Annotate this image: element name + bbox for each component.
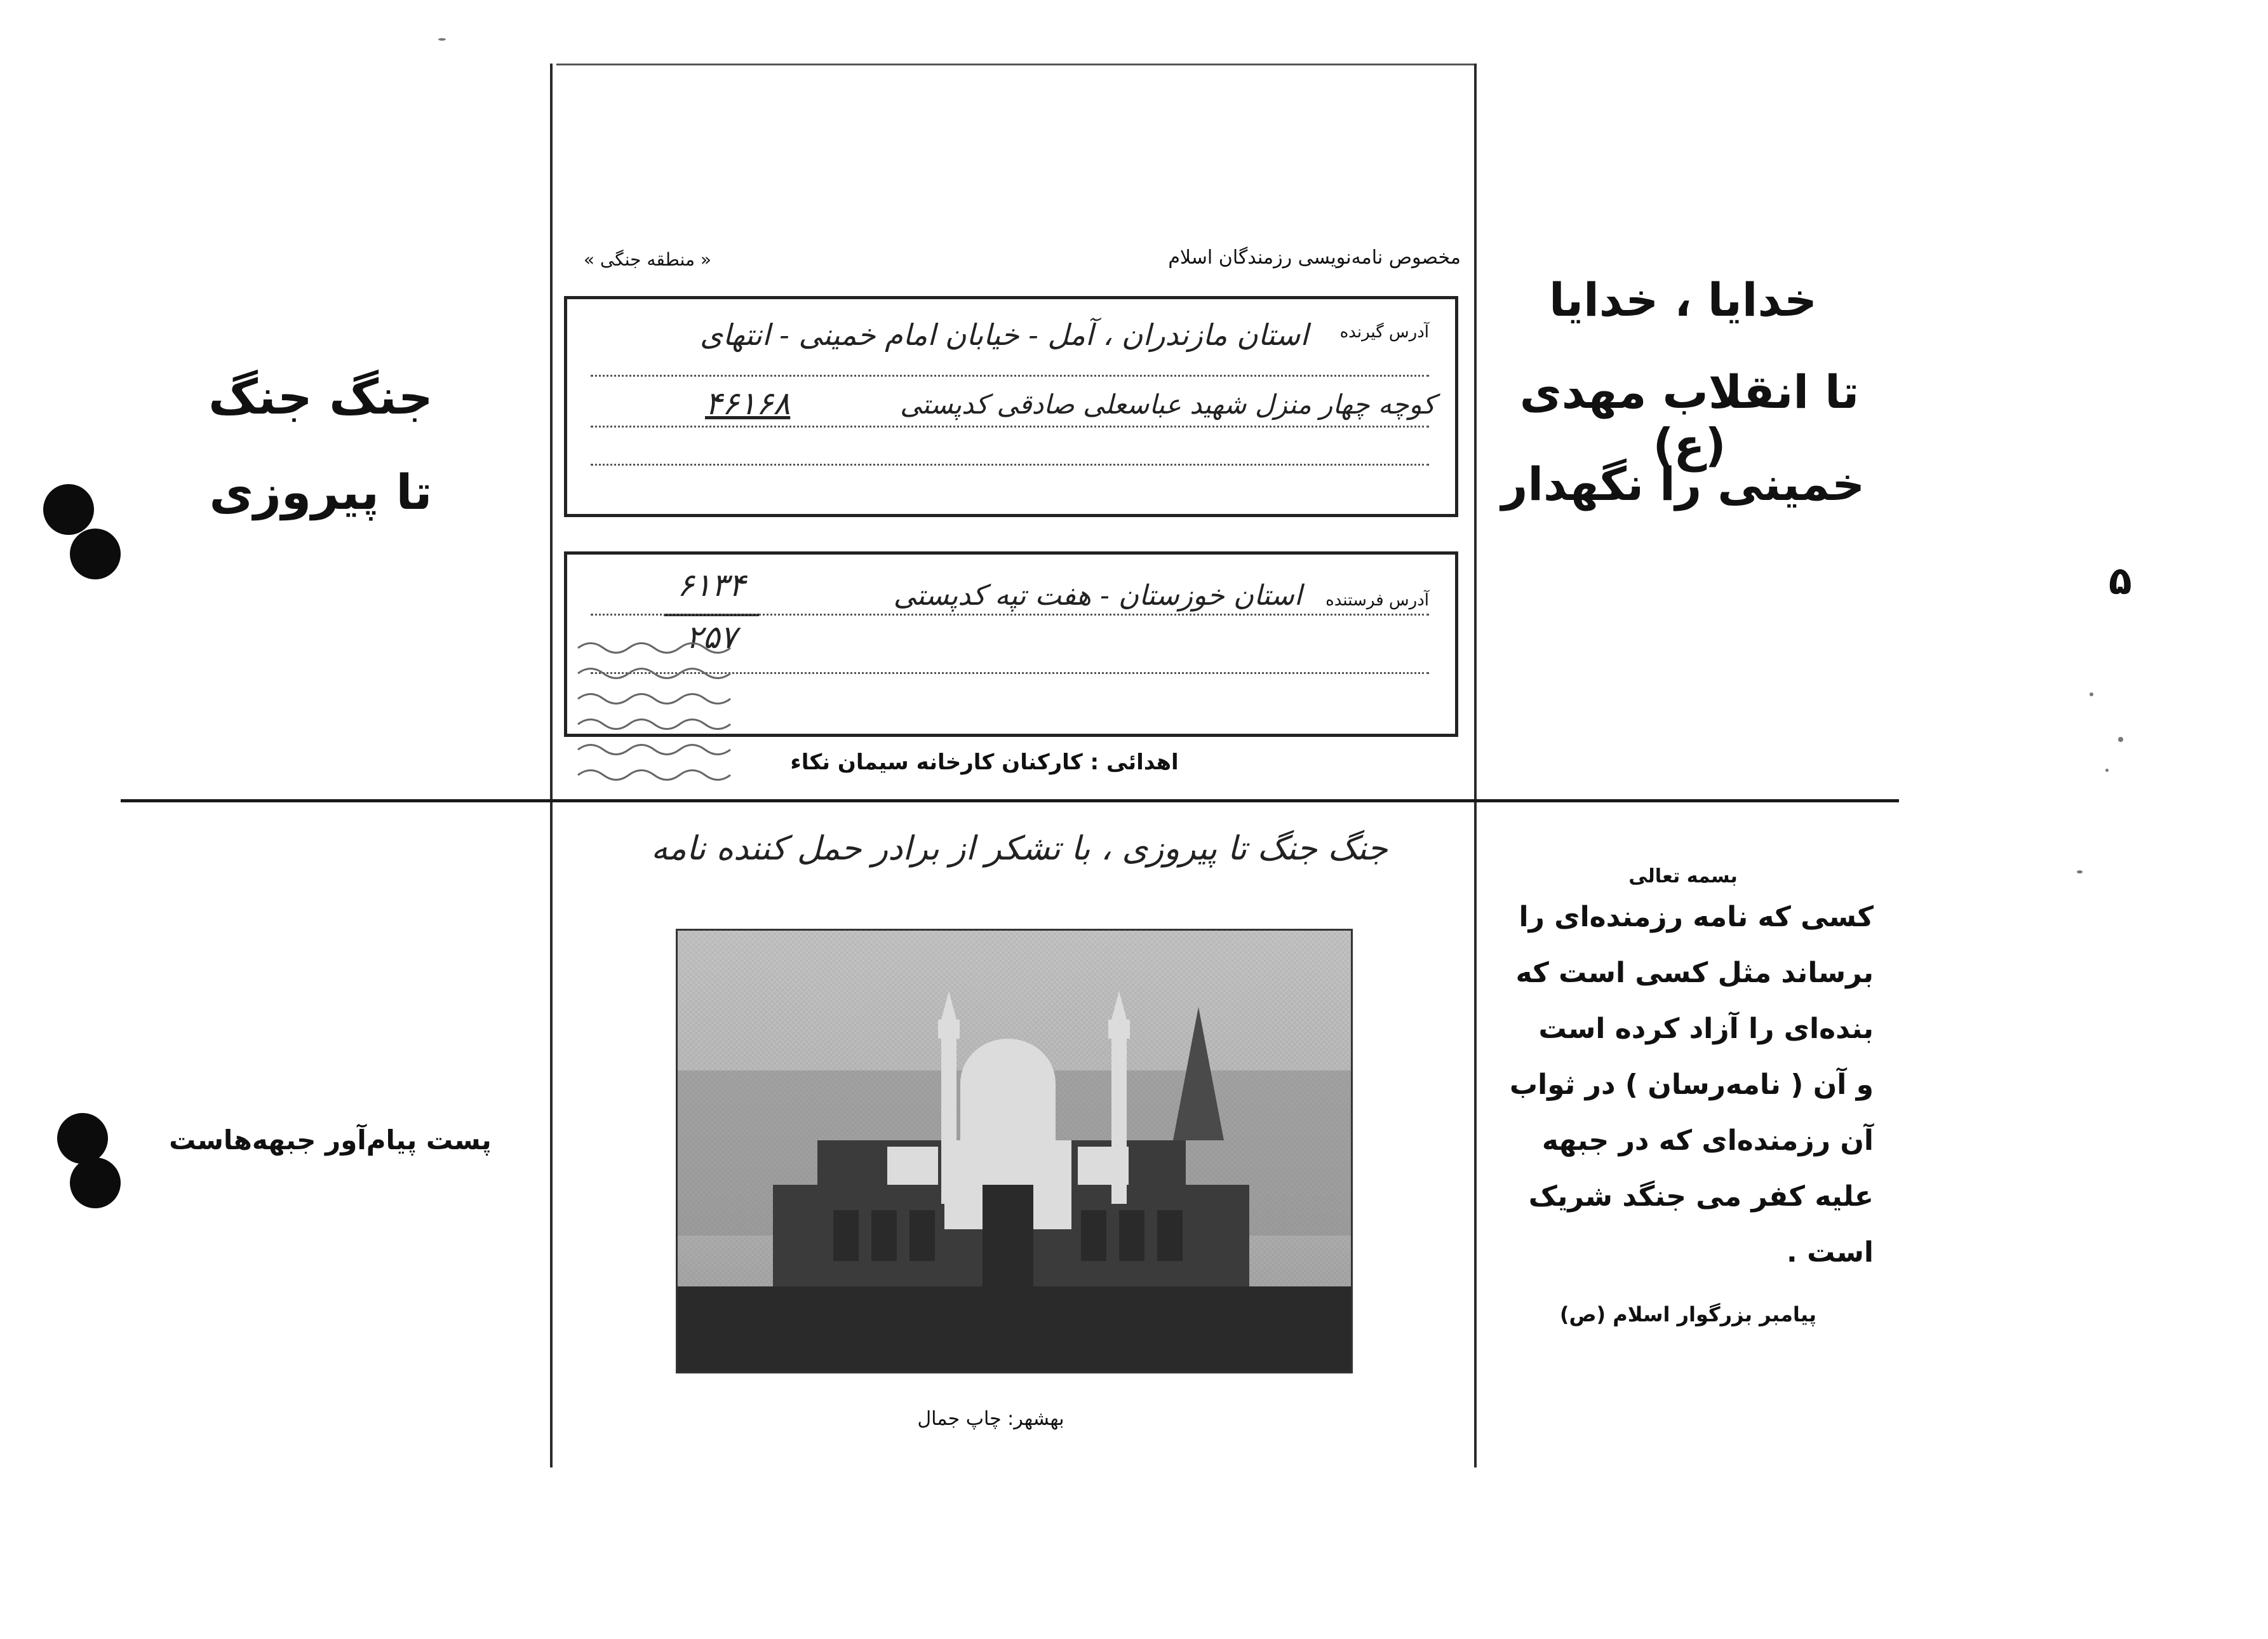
speck (2090, 692, 2093, 696)
dotted-line (591, 464, 1429, 466)
fold-line (121, 799, 1899, 802)
donation-line: اهدائی : کارکنان کارخانه سیمان نکاء (790, 750, 1179, 775)
hadith-line: است . (1787, 1236, 1874, 1269)
binding-hole (43, 484, 94, 535)
speck (2105, 769, 2109, 772)
sender-code-top: ۶۱۳۴ (677, 567, 746, 604)
hadith-line: کسی که نامه رزمنده‌ای را (1519, 901, 1874, 933)
sender-label: آدرس فرستنده (1325, 591, 1429, 610)
right-slogan-line-3: خمینی را نگهدار (1501, 457, 1865, 511)
shrine-illustration (678, 931, 1351, 1372)
postmark-cancel-lines (572, 623, 737, 813)
hadith-line: علیه کفر می جنگد شریک (1528, 1180, 1874, 1213)
recipient-line-1: استان مازندران ، آمل - خیابان امام خمینی - انتهای (699, 318, 1308, 352)
top-edge (556, 64, 1474, 65)
dotted-line (591, 426, 1429, 428)
right-slogan-line-1: خدایا ، خدایا (1549, 273, 1817, 327)
dotted-line (591, 614, 1429, 616)
zone-label: « منطقه جنگی » (583, 249, 711, 270)
hadith-line: بنده‌ای را آزاد کرده است (1538, 1013, 1874, 1045)
dotted-line (591, 375, 1429, 377)
photo-caption: بهشهر: چاپ جمال (917, 1408, 1064, 1430)
hadith-attribution: پیامبر بزرگوار اسلام (ص) (1559, 1302, 1816, 1326)
shrine-photo (676, 929, 1353, 1373)
right-slogan-line-2: تا انقلاب مهدی (ع) (1519, 365, 1860, 472)
post-slogan: پست پیام‌آور جبهه‌هاست (169, 1124, 492, 1156)
right-divider (1474, 64, 1477, 1467)
speck (2077, 870, 2083, 873)
left-divider (550, 64, 553, 1467)
form-title: مخصوص نامه‌نویسی رزمندگان اسلام (1168, 246, 1461, 269)
hadith-line: آن رزمنده‌ای که در جبهه (1541, 1124, 1874, 1157)
left-slogan-line-1: جنگ جنگ (208, 368, 433, 425)
hadith-line: برساند مثل کسی است که (1515, 957, 1874, 989)
handwritten-line: جنگ جنگ تا پیروزی ، با تشکر از برادر حمل کننده نامه (651, 830, 1388, 868)
speck (2118, 737, 2123, 742)
binding-hole (57, 1113, 108, 1164)
hadith-heading: بسمه تعالی (1628, 865, 1738, 887)
speck (438, 38, 446, 41)
binding-hole (70, 1157, 121, 1208)
margin-mark: ۵ (2109, 559, 2132, 604)
recipient-postal-code: ۴۶۱۶۸ (705, 385, 791, 422)
recipient-line-2: کوچه چهار منزل شهید عباسعلی صادقی کدپستی (900, 389, 1435, 420)
left-slogan-line-2: تا پیروزی (209, 464, 433, 520)
hadith-line: و آن ( نامه‌رسان ) در ثواب (1509, 1069, 1874, 1101)
sender-code-bottom: ۲۵۷ (685, 619, 737, 656)
sender-line-1: استان خوزستان - هفت تپه کدپستی (893, 579, 1302, 612)
recipient-label: آدرس گیرنده (1339, 323, 1429, 342)
binding-hole (70, 529, 121, 579)
